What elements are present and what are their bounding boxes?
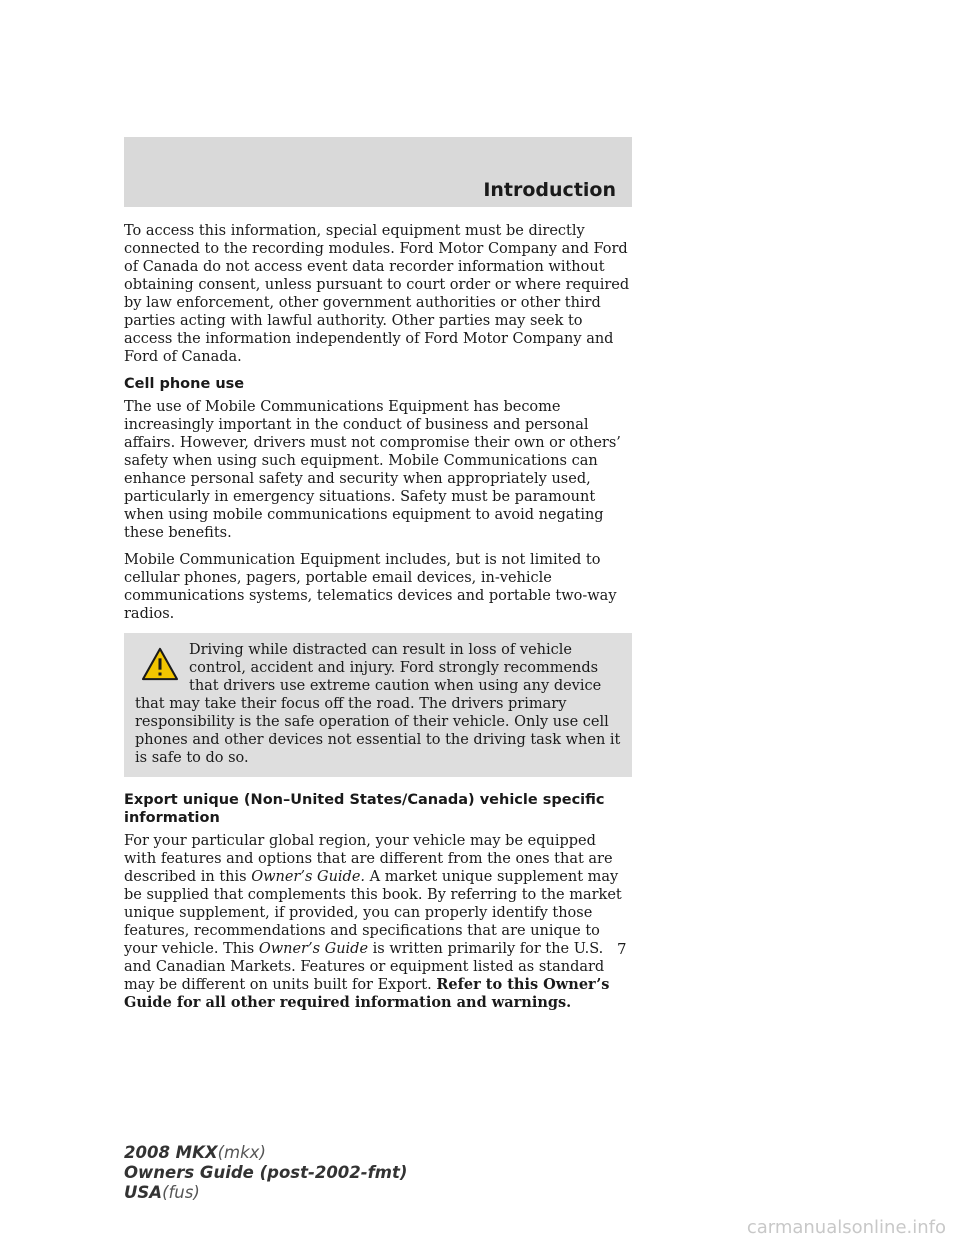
footer-model-code: (mkx) — [217, 1143, 266, 1162]
export-bold-text: Refer to this Owner’s Guide for all other required information and warnings. — [124, 976, 610, 1011]
watermark: carmanualsonline.info — [746, 1217, 946, 1238]
warning-triangle-icon — [141, 647, 179, 681]
paragraph-equipment-includes: Mobile Communication Equipment includes, but is not limited to cellular phones, pagers, portable email devices, in-vehicle communications systems, telematics devices and portable two-way radios. — [124, 552, 617, 622]
heading-cell-phone-use: Cell phone use — [124, 376, 245, 392]
footer-model: 2008 MKX — [124, 1143, 218, 1162]
owners-guide-italic-2: Owner’s Guide — [258, 941, 369, 957]
paragraph-mobile-communications: The use of Mobile Communications Equipment has become increasingly important in the conduct of business and personal affairs. However, drivers must not compromise their own or others’ safety when using such equipment. Mobile Communications can enhance personal safety and security when appropriately used, particularly in emergency situations. Safety must be paramount when using mobile communications equipment to avoid negating these benefits. — [124, 399, 621, 541]
document-footer — [124, 1143, 407, 1203]
page-number: 7 — [617, 940, 627, 958]
footer-line-model — [124, 1143, 407, 1163]
export-text-1: For your particular global region, your vehicle may be equipped with features and options that are different from the ones that are described in this — [124, 833, 613, 885]
paragraph-data-access: To access this information, special equipment must be directly connected to the recording modules. Ford Motor Company and Ford of Canada do not access event data recorder information without obtaining consent, unless pursuant to court order or where required by law enforcement, other government authorities or other third parties acting with lawful authority. Other parties may seek to access the information independently of Ford Motor Company and Ford of Canada. — [124, 223, 630, 365]
page-content — [124, 222, 632, 1021]
footer-market-code: (fus) — [162, 1183, 200, 1202]
warning-text: Driving while distracted can result in loss of vehicle control, accident and injury. Ford strongly recommends that drivers use extreme caution when using any device that may take their focus off the road. The drivers primary responsibility is the safe operation of their vehicle. Only use cell phones and other devices not essential to the driving task when it is safe to do so. — [135, 642, 621, 766]
footer-line-guide: Owners Guide (post-2002-fmt) — [124, 1163, 408, 1182]
warning-box — [124, 633, 632, 777]
footer-market: USA — [124, 1183, 163, 1202]
section-title: Introduction — [483, 179, 616, 201]
export-text-3: is written primarily for the U.S. and Canadian Markets. Features or equipment listed as standard may be different on units built for Export. — [124, 941, 605, 993]
owners-guide-italic-1: Owner’s Guide. — [251, 869, 366, 885]
footer-line-market — [124, 1183, 407, 1203]
heading-export-unique: Export unique (Non–United States/Canada) vehicle specific information — [124, 792, 605, 826]
section-header-band — [124, 137, 632, 207]
export-text-2: A market unique supplement may be supplied that complements this book. By referring to the market unique supplement, if provided, you can properly identify those features, recommendations and specifications that are unique to your vehicle. This — [124, 869, 622, 957]
paragraph-export-info — [124, 832, 632, 1012]
